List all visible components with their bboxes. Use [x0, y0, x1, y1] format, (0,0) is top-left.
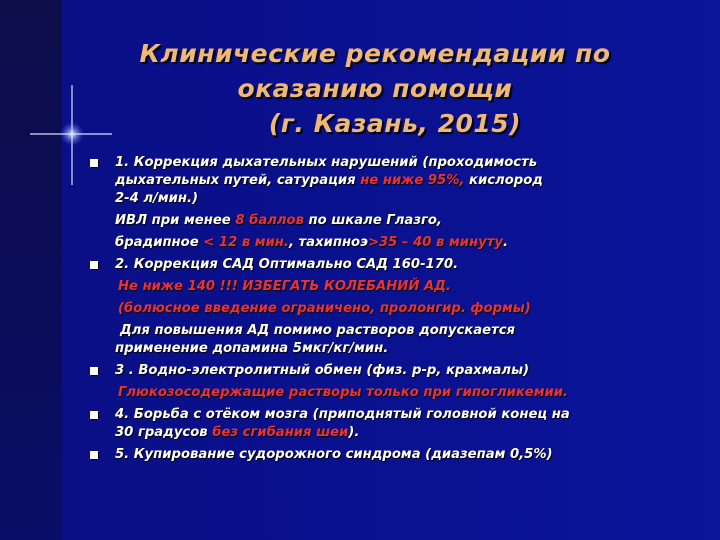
item-1-line-1: 1. Коррекция дыхательных нарушений (проходимость: [115, 155, 538, 170]
item-4-line-1: 4. Борьба с отёком мозга (приподнятый головной конец на: [115, 407, 570, 422]
slide-title: [95, 36, 655, 141]
item-1-text: брадипное: [115, 235, 204, 250]
bullet-icon: [90, 261, 98, 269]
title-line-2: оказанию помощи: [237, 74, 513, 103]
item-2-line-1: 2. Коррекция САД Оптимально САД 160-170.: [115, 257, 459, 272]
title-line-3: (г. Казань, 2015): [268, 109, 522, 138]
left-decor-stripe: [0, 0, 62, 540]
item-5-line-1: 5. Купирование судорожного синдрома (диазепам 0,5%): [115, 447, 553, 462]
bullet-icon: [90, 367, 98, 375]
item-4-text: 30 градусов: [115, 425, 213, 440]
item-1-highlight: < 12 в мин.: [203, 235, 289, 250]
item-1-highlight: не ниже 95%,: [360, 173, 465, 188]
item-1-highlight: 8 баллов: [235, 213, 304, 228]
bullet-icon: [90, 411, 98, 419]
item-1-line-4: [115, 212, 675, 230]
recommendations-list: [90, 154, 675, 464]
item-4-highlight: без сгибания шеи: [212, 425, 349, 440]
list-item-3: [90, 362, 675, 402]
list-item-5: [90, 446, 675, 464]
item-1-line-3: 2-4 л/мин.): [115, 191, 199, 206]
item-1-text: ИВЛ при менее: [115, 213, 236, 228]
item-4-text: ).: [348, 425, 360, 440]
item-1-text: кислород: [464, 173, 543, 188]
item-1-text: , тахипноэ: [288, 235, 368, 250]
bullet-icon: [90, 451, 98, 459]
item-1-text: дыхательных путей, сатурация: [115, 173, 361, 188]
item-1-line-5: [115, 234, 675, 252]
item-2-line-3: (болюсное введение ограничено, пролонгир. формы): [118, 301, 531, 316]
item-3-line-2: Глюкозосодержащие растворы только при гипогликемии.: [118, 385, 569, 400]
list-item-2: [90, 256, 675, 358]
item-1-highlight: >35 – 40 в минуту: [367, 235, 503, 250]
item-2-line-5: применение допамина 5мкг/кг/мин.: [115, 341, 389, 356]
item-3-line-1: 3 . Водно-электролитный обмен (физ. р-р, крахмалы): [115, 363, 530, 378]
item-1-line-2: [115, 172, 675, 190]
item-2-line-2: Не ниже 140 !!! ИЗБЕГАТЬ КОЛЕБАНИЙ АД.: [118, 279, 451, 294]
item-1-text: по шкале Глазго,: [303, 213, 442, 228]
item-2-line-4: Для повышения АД помимо растворов допускается: [120, 323, 516, 338]
list-item-1: [90, 154, 675, 252]
title-line-1: Клинические рекомендации по: [139, 39, 611, 68]
item-4-line-2: [115, 424, 675, 442]
list-item-4: [90, 406, 675, 442]
bullet-icon: [90, 159, 98, 167]
item-1-text: .: [502, 235, 508, 250]
